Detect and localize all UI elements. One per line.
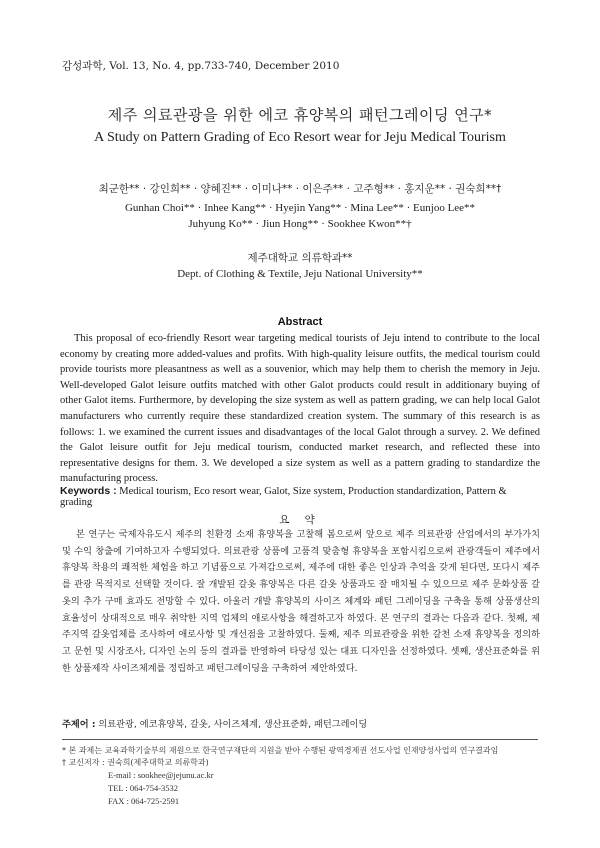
journal-citation: 감성과학, Vol. 13, No. 4, pp.733-740, December 2010 bbox=[62, 60, 340, 72]
keywords-text: Medical tourism, Eco resort wear, Galot, Size system, Production standardization, Pattern & grading bbox=[60, 486, 507, 508]
affiliation-english: Dept. of Clothing & Textile, Jeju National University** bbox=[177, 268, 423, 280]
summary-keywords-label: 주제어 : bbox=[62, 719, 96, 730]
abstract-keywords bbox=[60, 485, 540, 508]
summary-keywords bbox=[62, 716, 540, 730]
authors-korean: 최군한** · 강인희** · 양혜진** · 이미나** · 이은주** · 고주형** · 홍지운** · 권숙희**† bbox=[98, 183, 502, 195]
contact-tel: TEL : 064-754-3532 bbox=[108, 783, 179, 793]
title-english: A Study on Pattern Grading of Eco Resort wear for Jeju Medical Tourism bbox=[94, 130, 506, 145]
summary-body: 본 연구는 국제자유도시 제주의 친환경 소재 휴양복을 고찰해 봄으로써 앞으로 제주 의료관광 산업에서의 부가가치 및 수익 창출에 기여하고자 수행되었다. 의료관광 상품에 고품격 맞춤형 휴양복을 포함시킴으로써 관광객들이 제주에서 휴양복 착용의 쾌적한 체험을 하고 기념품으로 가져감으로써, 제주에 대한 좋은 인상과 추억을 갖게 된다면, 또다시 제주를 관광 목적지로 선택할 것이다. 잘 개발된 갈옷 휴양복은 다른 갈옷 상품과도 잘 매치될 수 있으므로 제주 문화상품 갈옷의 추가 구매 효과도 전망할 수 있다. 아울러 개발 휴양복의 사이즈 체계와 패턴 그레이딩을 구축을 통해 상품생산의 효율성이 상대적으로 매우 취약한 지역 업체의 애로사항을 해결하고자 하였다. 본 연구의 결과는 다음과 같다. 첫째, 제주지역 갈옷업체를 조사하여 애로사항 및 개선점을 고찰하였다. 둘째, 제주 의료관광을 위한 갈천 소재 휴양복을 정의하고 문헌 및 시장조사, 디자인 논의 등의 결과를 반영하여 타당성 있는 대표 디자인을 선정하였다. 셋째, 생산표준화를 위한 상품제작 사이즈체계를 정립하고 패턴그레이딩을 구축하여 제안하였다. bbox=[62, 529, 540, 674]
abstract-heading: Abstract bbox=[277, 316, 323, 328]
title-korean: 제주 의료관광을 위한 에코 휴양복의 패턴그레이딩 연구* bbox=[107, 106, 493, 124]
footnote-funding: * 본 과제는 교육과학기술부의 재원으로 한국연구재단의 지원을 받아 수행된 광역경제권 선도사업 인재양성사업의 연구결과임 bbox=[62, 746, 499, 755]
abstract-body: This proposal of eco-friendly Resort wear targeting medical tourists of Jeju intend to contribute to the local economy by creating more added-values and profits. With high-quality leisure outfits, the medical tourism could provide tourists more pleasantness as well as a souvenior, which may help them to cherish the memory in Jeju. Well-developed Galot leisure outfits matched with other Galot products could result in additionary buying of other Galot items. Furthermore, by developing the size system as well as pattern grading, we can help local Galot manufacturers who currently require these standardized creation system. The summary of this research is as follows: 1. we examined the current issues and disadvantages of the local Galot through a survey. 2. We defined the Galot leisure outfit for Jeju medical tourism, conducted market research, and reflected these into representative designs for them. 3. We developed a size system as well as a pattern grading to standardize the manufacturing process. bbox=[60, 333, 540, 485]
keywords-label: Keywords : bbox=[60, 485, 117, 497]
authors-english-line1: Gunhan Choi** · Inhee Kang** · Hyejin Yang** · Mina Lee** · Eunjoo Lee** bbox=[124, 202, 476, 214]
contact-email: E-mail : sookhee@jejunu.ac.kr bbox=[108, 770, 214, 780]
footnote-corresponding-author: † 교신저자 : 권숙희(제주대학교 의류학과) bbox=[62, 758, 209, 767]
authors-english-line2: Juhyung Ko** · Jiun Hong** · Sookhee Kwon**† bbox=[188, 218, 412, 230]
footnote-divider bbox=[62, 739, 538, 740]
contact-fax: FAX : 064-725-2591 bbox=[108, 796, 180, 806]
summary-heading: 요 약 bbox=[279, 514, 321, 526]
summary-keywords-text: 의료관광, 에코휴양복, 갈옷, 사이즈체계, 생산표준화, 패턴그레이딩 bbox=[98, 719, 368, 730]
affiliation-korean: 제주대학교 의류학과** bbox=[247, 252, 353, 264]
